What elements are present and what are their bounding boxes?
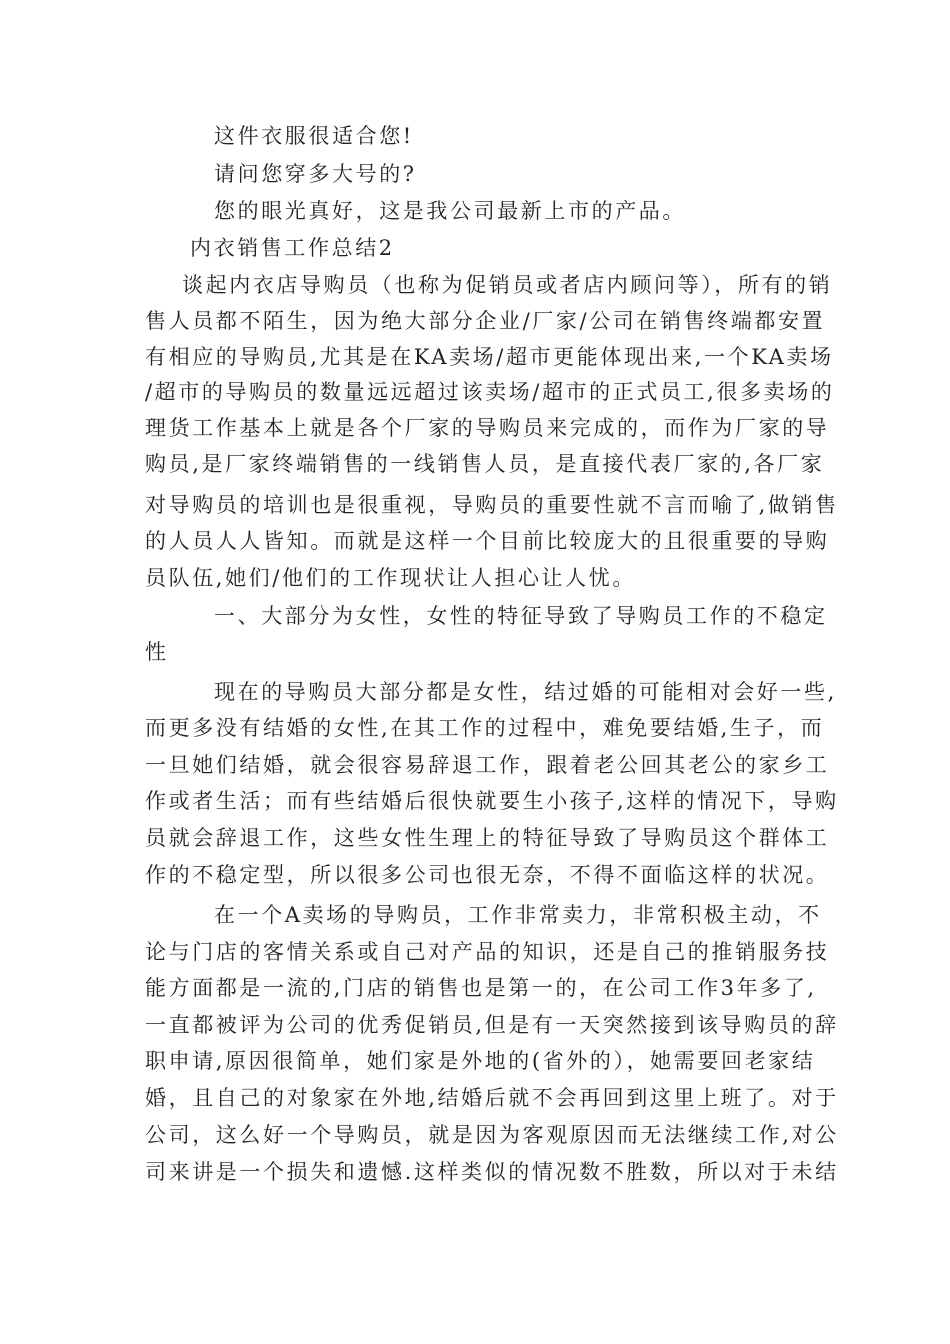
text-line: 员就会辞退工作，这些女性生理上的特征导致了导购员这个群体工	[145, 826, 830, 850]
text-line: 理货工作基本上就是各个厂家的导购员来完成的，而作为厂家的导	[145, 416, 830, 440]
text-line: 您的眼光真好，这是我公司最新上市的产品。	[214, 199, 686, 223]
text-line: 购员,是厂家终端销售的一线销售人员，是直接代表厂家的,各厂家	[145, 452, 825, 476]
text-line: 请问您穿多大号的?	[214, 162, 417, 186]
text-line: 作的不稳定型，所以很多公司也很无奈，不得不面临这样的状况。	[145, 863, 830, 887]
text-line: 员队伍,她们/他们的工作现状让人担心让人忧。	[145, 566, 636, 590]
section-title: 内衣销售工作总结2	[190, 236, 395, 260]
text-line: 售人员都不陌生，因为绝大部分企业/厂家/公司在销售终端都安置	[145, 309, 826, 333]
text-line: 论与门店的客情关系或自己对产品的知识，还是自己的推销服务技	[145, 940, 830, 964]
text-line: 司来讲是一个损失和遗憾.这样类似的情况数不胜数，所以对于未结	[145, 1160, 839, 1184]
text-line: 职申请,原因很简单，她们家是外地的(省外的），她需要回老家结	[145, 1049, 816, 1073]
text-line: 而更多没有结婚的女性,在其工作的过程中，难免要结婚,生子，而	[145, 716, 825, 740]
text-line: 谈起内衣店导购员（也称为促销员或者店内顾问等），所有的销	[182, 273, 833, 297]
section-heading: 一、大部分为女性，女性的特征导致了导购员工作的不稳定	[214, 604, 828, 628]
text-line: 婚，且自己的对象家在外地,结婚后就不会再回到这里上班了。对于	[145, 1086, 839, 1110]
text-line: 公司，这么好一个导购员，就是因为客观原因而无法继续工作,对公	[145, 1123, 839, 1147]
text-line: 的人员人人皆知。而就是这样一个目前比较庞大的且很重要的导购	[145, 529, 830, 553]
text-line: 现在的导购员大部分都是女性，结过婚的可能相对会好一些,	[214, 680, 837, 704]
text-line: 一旦她们结婚，就会很容易辞退工作，跟着老公回其老公的家乡工	[145, 753, 830, 777]
text-line: 一直都被评为公司的优秀促销员,但是有一天突然接到该导购员的辞	[145, 1013, 839, 1037]
text-line: 作或者生活；而有些结婚后很快就要生小孩子,这样的情况下，导购	[145, 789, 839, 813]
section-heading-continuation: 性	[145, 640, 169, 664]
text-line: 有相应的导购员,尤其是在KA卖场/超市更能体现出来,一个KA卖场	[145, 345, 834, 369]
text-line: 在一个A卖场的导购员，工作非常卖力，非常积极主动，不	[214, 903, 822, 927]
text-line: 这件衣服很适合您!	[214, 124, 414, 148]
text-line: 能方面都是一流的,门店的销售也是第一的，在公司工作3年多了,	[145, 976, 817, 1000]
text-line: /超市的导购员的数量远远超过该卖场/超市的正式员工,很多卖场的	[145, 380, 835, 404]
text-line: 对导购员的培训也是很重视，导购员的重要性就不言而喻了,做销售	[145, 493, 839, 517]
